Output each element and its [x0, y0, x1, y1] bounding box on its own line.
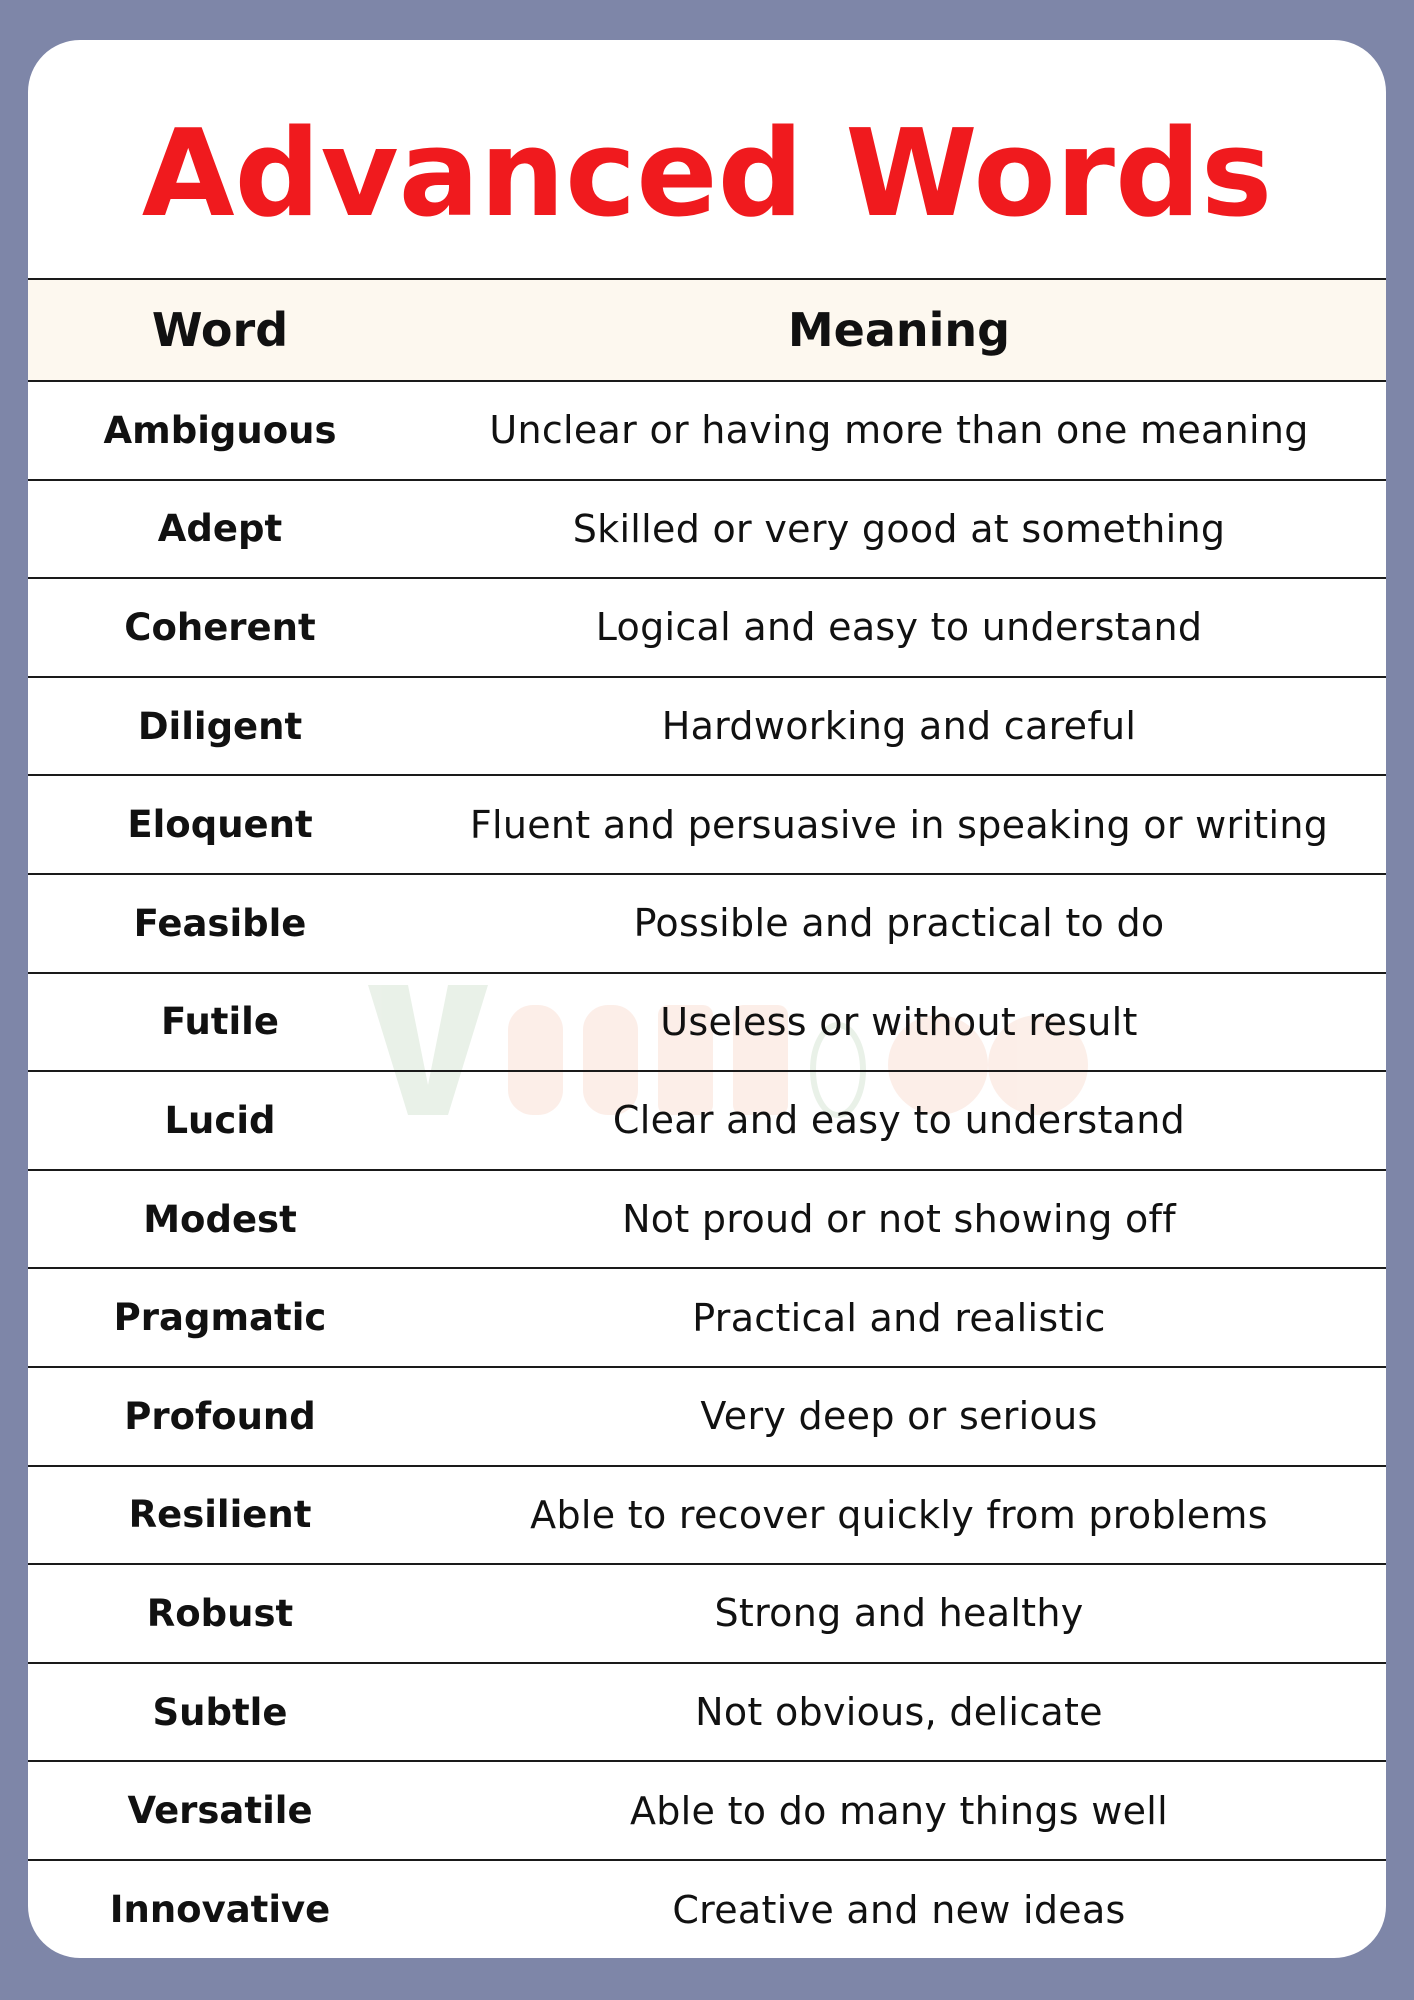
word-cell: Coherent [28, 578, 412, 677]
word-cell: Ambiguous [28, 381, 412, 480]
word-cell: Profound [28, 1367, 412, 1466]
table-row [28, 1564, 1386, 1663]
word-cell: Subtle [28, 1663, 412, 1762]
meaning-cell: Able to recover quickly from problems [412, 1466, 1386, 1565]
meaning-cell: Not proud or not showing off [412, 1170, 1386, 1269]
word-cell: Modest [28, 1170, 412, 1269]
word-cell: Feasible [28, 874, 412, 973]
meaning-cell: Logical and easy to understand [412, 578, 1386, 677]
table-row [28, 1663, 1386, 1762]
vocabulary-table [28, 278, 1386, 1958]
table-header-row [28, 279, 1386, 381]
meaning-cell: Not obvious, delicate [412, 1663, 1386, 1762]
table-row [28, 1071, 1386, 1170]
meaning-cell: Useless or without result [412, 973, 1386, 1072]
meaning-cell: Creative and new ideas [412, 1860, 1386, 1958]
table-row [28, 1761, 1386, 1860]
page-title: Advanced Words [141, 105, 1273, 244]
column-header-word: Word [28, 279, 412, 381]
table-row [28, 874, 1386, 973]
table-row [28, 973, 1386, 1072]
vocabulary-card [28, 40, 1386, 1958]
meaning-cell: Clear and easy to understand [412, 1071, 1386, 1170]
column-header-meaning: Meaning [412, 279, 1386, 381]
table-row [28, 480, 1386, 579]
meaning-cell: Very deep or serious [412, 1367, 1386, 1466]
meaning-cell: Able to do many things well [412, 1761, 1386, 1860]
table-row [28, 1367, 1386, 1466]
table-row [28, 1170, 1386, 1269]
word-cell: Futile [28, 973, 412, 1072]
word-cell: Robust [28, 1564, 412, 1663]
meaning-cell: Skilled or very good at something [412, 480, 1386, 579]
meaning-cell: Possible and practical to do [412, 874, 1386, 973]
word-cell: Lucid [28, 1071, 412, 1170]
table-row [28, 1860, 1386, 1958]
table-row [28, 381, 1386, 480]
meaning-cell: Hardworking and careful [412, 677, 1386, 776]
word-cell: Diligent [28, 677, 412, 776]
meaning-cell: Practical and realistic [412, 1268, 1386, 1367]
meaning-cell: Strong and healthy [412, 1564, 1386, 1663]
word-cell: Eloquent [28, 775, 412, 874]
table-row [28, 1268, 1386, 1367]
word-cell: Pragmatic [28, 1268, 412, 1367]
word-cell: Adept [28, 480, 412, 579]
meaning-cell: Fluent and persuasive in speaking or writing [412, 775, 1386, 874]
word-cell: Innovative [28, 1860, 412, 1958]
word-cell: Resilient [28, 1466, 412, 1565]
meaning-cell: Unclear or having more than one meaning [412, 381, 1386, 480]
table-row [28, 578, 1386, 677]
table-row [28, 1466, 1386, 1565]
table-row [28, 677, 1386, 776]
table-row [28, 775, 1386, 874]
word-cell: Versatile [28, 1761, 412, 1860]
